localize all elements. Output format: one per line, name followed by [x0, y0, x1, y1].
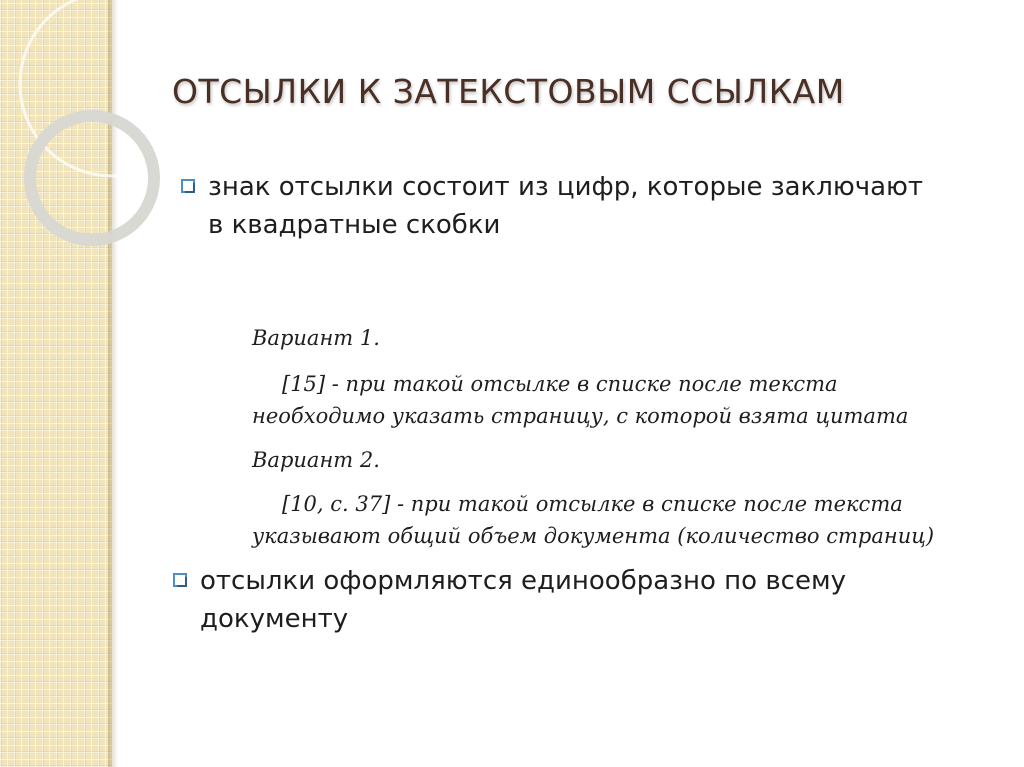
bullet-item-1	[180, 168, 1000, 244]
decorative-rings	[0, 0, 160, 320]
variant-1-line-2: необходимо указать страницу, с которой взята цитата	[252, 404, 909, 428]
variant-1-line-1: [15] - при такой отсылке в списке после текста	[282, 372, 838, 396]
hollow-square-bullet-icon	[180, 178, 196, 194]
variant-2-label: Вариант 2.	[252, 448, 380, 472]
bullet-1-line-1: знак отсылки состоит из цифр, которые заключают	[208, 172, 924, 202]
variant-1-text	[252, 368, 908, 432]
variant-1-label: Вариант 1.	[252, 326, 380, 350]
bullet-text-2	[200, 562, 846, 638]
variant-2-line-1: [10, с. 37] - при такой отсылке в списке после текста	[282, 492, 903, 516]
bullet-1-line-2: в квадратные скобки	[208, 210, 501, 240]
bullet-2-line-2: документу	[200, 604, 349, 634]
slide-title: ОТСЫЛКИ К ЗАТЕКСТОВЫМ ССЫЛКАМ	[172, 72, 845, 111]
bullet-item-2	[172, 562, 992, 638]
thick-ring-icon	[30, 116, 154, 240]
variant-2-text	[252, 488, 934, 552]
variant-2-line-2: указывают общий объем документа (количество страниц)	[252, 524, 935, 548]
bullet-text-1	[208, 168, 923, 244]
bullet-2-line-1: отсылки оформляются единообразно по всему	[200, 566, 846, 596]
hollow-square-bullet-icon	[172, 572, 188, 588]
